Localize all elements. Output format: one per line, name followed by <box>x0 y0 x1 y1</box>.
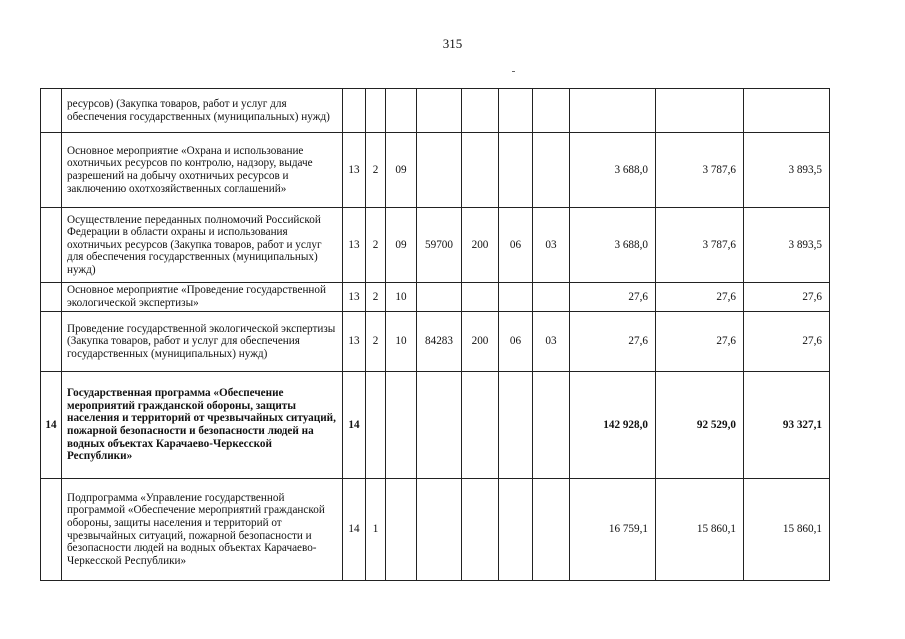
code-event: 09 <box>386 133 417 208</box>
code-expense-type <box>462 89 499 133</box>
row-number <box>41 133 62 208</box>
code-ministry: 14 <box>343 479 366 581</box>
code-section <box>499 479 533 581</box>
code-subprogram <box>366 372 386 479</box>
amount-year-1 <box>570 89 656 133</box>
code-direction <box>417 283 462 312</box>
amount-year-3: 93 327,1 <box>744 372 830 479</box>
row-name: Проведение государственной экологической экспертизы (Закупка товаров, работ и услуг для обеспечения государственных (муниципальных) нужд) <box>62 312 343 372</box>
code-section: 06 <box>499 208 533 283</box>
amount-year-3: 3 893,5 <box>744 133 830 208</box>
code-ministry: 13 <box>343 208 366 283</box>
amount-year-3: 27,6 <box>744 312 830 372</box>
row-number: 14 <box>41 372 62 479</box>
code-direction: 84283 <box>417 312 462 372</box>
code-event: 10 <box>386 283 417 312</box>
code-direction <box>417 89 462 133</box>
code-section <box>499 372 533 479</box>
amount-year-2: 92 529,0 <box>656 372 744 479</box>
budget-table <box>40 88 830 581</box>
code-subprogram <box>366 89 386 133</box>
code-section <box>499 89 533 133</box>
code-ministry: 13 <box>343 133 366 208</box>
code-subsection <box>533 479 570 581</box>
code-direction <box>417 479 462 581</box>
code-subsection <box>533 372 570 479</box>
amount-year-1: 16 759,1 <box>570 479 656 581</box>
code-event <box>386 479 417 581</box>
row-number <box>41 479 62 581</box>
amount-year-1: 27,6 <box>570 312 656 372</box>
code-subsection <box>533 89 570 133</box>
row-number <box>41 208 62 283</box>
amount-year-3 <box>744 89 830 133</box>
code-expense-type <box>462 133 499 208</box>
code-expense-type <box>462 283 499 312</box>
code-subprogram: 1 <box>366 479 386 581</box>
row-number <box>41 312 62 372</box>
row-name: Основное мероприятие «Проведение государственной экологической экспертизы» <box>62 283 343 312</box>
code-subsection: 03 <box>533 208 570 283</box>
code-event: 10 <box>386 312 417 372</box>
amount-year-2: 15 860,1 <box>656 479 744 581</box>
row-name: Подпрограмма «Управление государственной программой «Обеспечение мероприятий гражданской обороны, защиты населения и территорий от чрезвычайных ситуаций, пожарной безопасности и безопасности людей на водных объектах Карачаево-Черкесской Республики» <box>62 479 343 581</box>
code-subprogram: 2 <box>366 312 386 372</box>
table-row <box>41 208 830 283</box>
code-event <box>386 372 417 479</box>
code-subsection <box>533 133 570 208</box>
row-name: Государственная программа «Обеспечение мероприятий гражданской обороны, защиты населения и территорий от чрезвычайных ситуаций, пожарной безопасности и безопасности людей на водных объектах Карачаево-Черкесской Республики» <box>62 372 343 479</box>
amount-year-1: 3 688,0 <box>570 133 656 208</box>
row-number <box>41 283 62 312</box>
code-event <box>386 89 417 133</box>
code-section <box>499 133 533 208</box>
table-row <box>41 312 830 372</box>
table-row <box>41 479 830 581</box>
code-ministry: 13 <box>343 312 366 372</box>
code-expense-type <box>462 372 499 479</box>
row-name: ресурсов) (Закупка товаров, работ и услуг для обеспечения государственных (муниципальных) нужд) <box>62 89 343 133</box>
amount-year-3: 27,6 <box>744 283 830 312</box>
table-row <box>41 283 830 312</box>
code-subprogram: 2 <box>366 133 386 208</box>
row-name: Осуществление переданных полномочий Российской Федерации в области охраны и использования охотничьих ресурсов (Закупка товаров, работ и услуг для обеспечения государственных (муниципальных) нужд) <box>62 208 343 283</box>
code-section <box>499 283 533 312</box>
code-subsection: 03 <box>533 312 570 372</box>
code-expense-type: 200 <box>462 208 499 283</box>
code-section: 06 <box>499 312 533 372</box>
code-direction <box>417 372 462 479</box>
amount-year-2: 3 787,6 <box>656 133 744 208</box>
table-body <box>41 89 830 581</box>
amount-year-2 <box>656 89 744 133</box>
table-row <box>41 133 830 208</box>
row-name: Основное мероприятие «Охрана и использование охотничьих ресурсов по контролю, надзору, выдаче разрешений на добычу охотничьих ресурсов и заключению охотхозяйственных соглашений» <box>62 133 343 208</box>
amount-year-2: 3 787,6 <box>656 208 744 283</box>
amount-year-3: 3 893,5 <box>744 208 830 283</box>
code-direction <box>417 133 462 208</box>
code-expense-type <box>462 479 499 581</box>
amount-year-1: 27,6 <box>570 283 656 312</box>
code-event: 09 <box>386 208 417 283</box>
code-ministry <box>343 89 366 133</box>
scan-speck <box>512 71 515 72</box>
row-number <box>41 89 62 133</box>
code-ministry: 14 <box>343 372 366 479</box>
code-subprogram: 2 <box>366 283 386 312</box>
code-direction: 59700 <box>417 208 462 283</box>
table-row <box>41 372 830 479</box>
code-expense-type: 200 <box>462 312 499 372</box>
amount-year-2: 27,6 <box>656 312 744 372</box>
code-subsection <box>533 283 570 312</box>
page-number: 315 <box>442 36 463 51</box>
amount-year-1: 3 688,0 <box>570 208 656 283</box>
amount-year-1: 142 928,0 <box>570 372 656 479</box>
table-row <box>41 89 830 133</box>
amount-year-3: 15 860,1 <box>744 479 830 581</box>
code-ministry: 13 <box>343 283 366 312</box>
amount-year-2: 27,6 <box>656 283 744 312</box>
code-subprogram: 2 <box>366 208 386 283</box>
